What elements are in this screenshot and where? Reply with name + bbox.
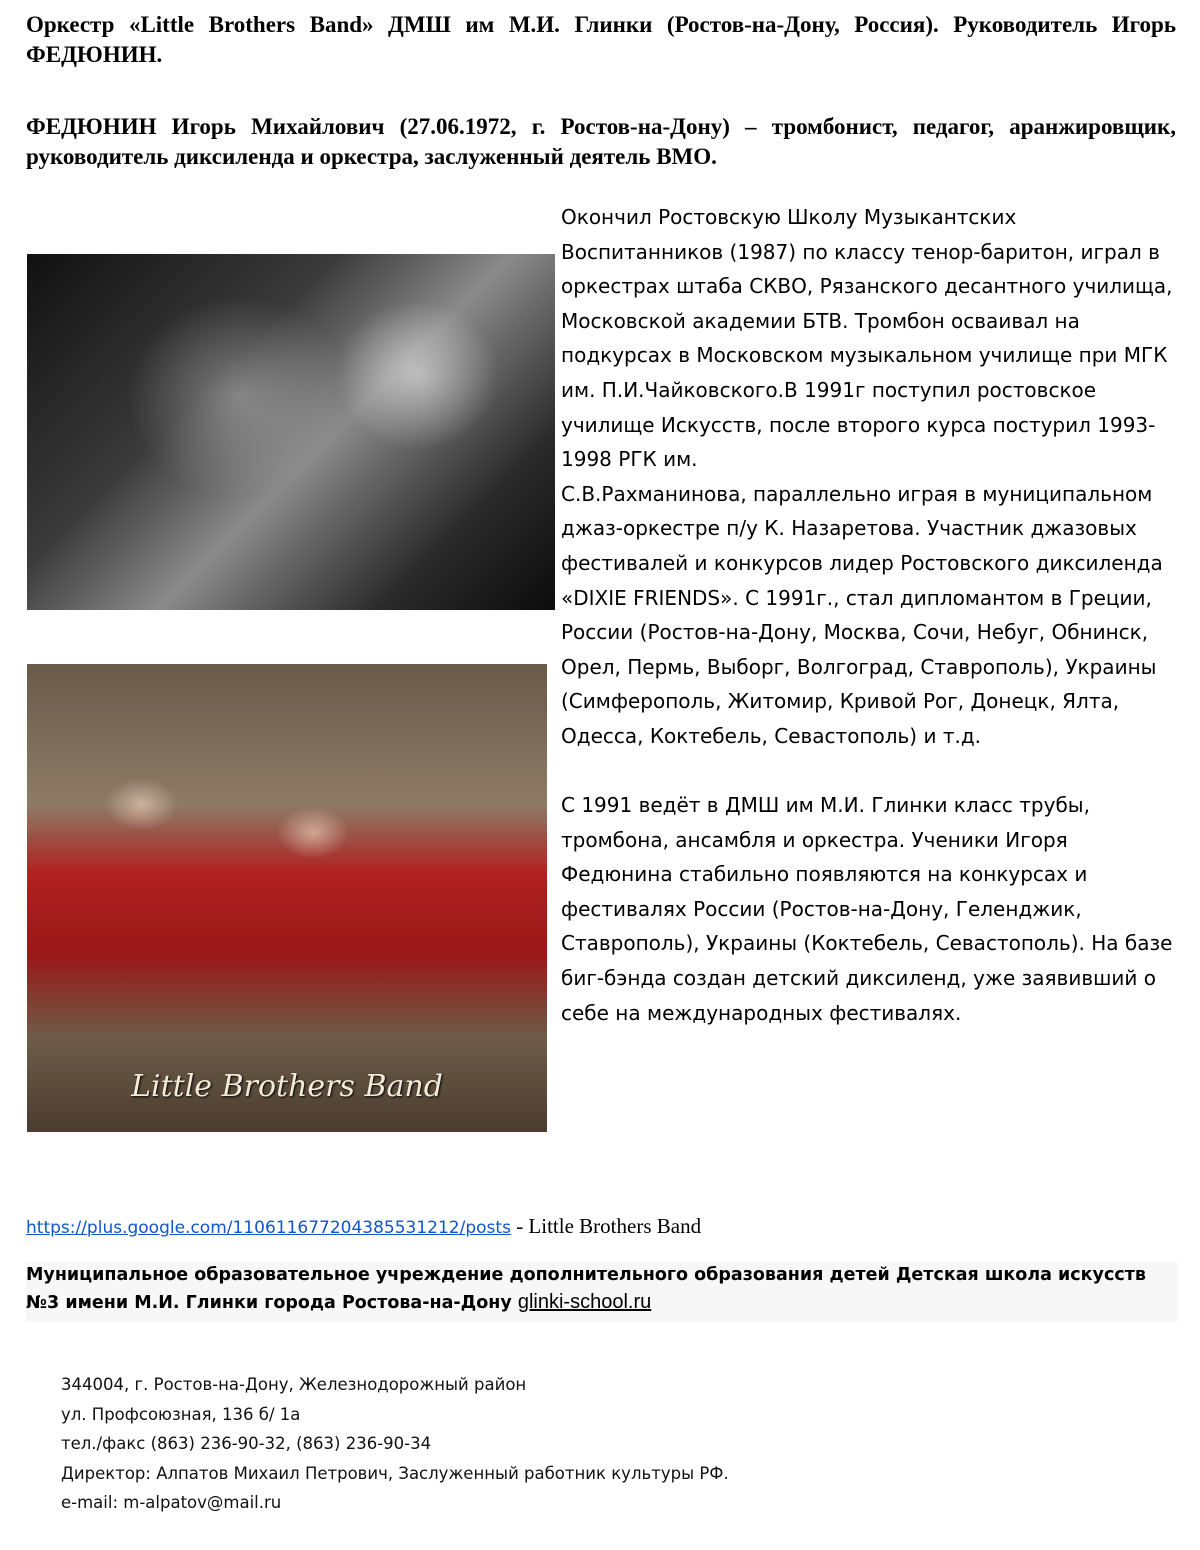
director-line: Директор: Алпатов Михаил Петрович, Заслуженный работник культуры РФ. xyxy=(61,1463,729,1483)
google-plus-link[interactable]: https://plus.google.com/110611677204385531212/posts xyxy=(26,1218,511,1238)
bio-heading: ФЕДЮНИН Игорь Михайлович (27.06.1972, г. Ростов-на-Дону) – тромбонист, педагог, аранжировщик, руководитель диксиленда и оркестра, заслуженный деятель ВМО. xyxy=(26,114,1176,169)
school-block xyxy=(26,1262,1178,1322)
trombonist-photo xyxy=(27,254,555,610)
contacts xyxy=(61,1370,1061,1518)
band-photo xyxy=(27,664,547,1132)
phone-line: тел./факс (863) 236-90-32, (863) 236-90-34 xyxy=(61,1434,432,1453)
address-line-2: ул. Профсоюзная, 136 б/ 1а xyxy=(61,1404,301,1424)
link-suffix: - Little Brothers Band xyxy=(510,1214,702,1238)
page-title: Оркестр «Little Brothers Band» ДМШ им М.И. Глинки (Ростов-на-Дону, Россия). Руководитель Игорь ФЕДЮНИН. xyxy=(26,12,1176,67)
band-photo-caption: Little Brothers Band xyxy=(131,1069,443,1104)
address-line-1: 344004, г. Ростов-на-Дону, Железнодорожный район xyxy=(61,1375,527,1394)
bio-text: Окончил Ростовскую Школу Музыкантских Воспитанников (1987) по классу тенор-баритон, играл в оркестрах штаба СКВО, Рязанского десантного училища, Московской академии БТВ. Тромбон осваивал на подкурсах в Московском музыкальном училище при МГК им. П.И.Чайковского.В 1991г поступил ростовское училище Искусств, после второго курса постурил 1993- 1998 РГК им. С.В.Рахманинова, параллельно играя в муниципальном джаз-оркестре п/у К. Назаретова. Участник джазовых фестивалей и конкурсов лидер Ростовского диксиленда «DIXIE FRIENDS». С 1991г., стал дипломантом в Греции, России (Ростов-на-Дону, Москва, Сочи, Небуг, Обнинск, Орел, Пермь, Выборг, Волгоград, Ставрополь), Украины (Симферополь, Житомир, Кривой Рог, Донецк, Ялта, Одесса, Коктебель, Севастополь) и т.д. С 1991 ведёт в ДМШ им М.И. Глинки класс трубы, тромбона, ансамбля и оркестра. Ученики Игоря Федюнина стабильно появляются на конкурсах и фестивалях России (Ростов-на-Дону, Геленджик, Ставрополь), Украины (Коктебель, Севастополь). На базе биг-бэнда создан детский диксиленд, уже заявивший о себе на международных фестивалях. xyxy=(561,205,1173,1025)
link-line xyxy=(26,1211,1176,1243)
school-site-link[interactable]: glinki-school.ru xyxy=(517,1291,652,1313)
email-line[interactable]: e-mail: m-alpatov@mail.ru xyxy=(61,1493,282,1512)
school-name: Муниципальное образовательное учреждение дополнительного образования детей Детская школа искусств №3 имени М.И. Глинки города Ростова-на-Дону xyxy=(26,1265,1146,1313)
